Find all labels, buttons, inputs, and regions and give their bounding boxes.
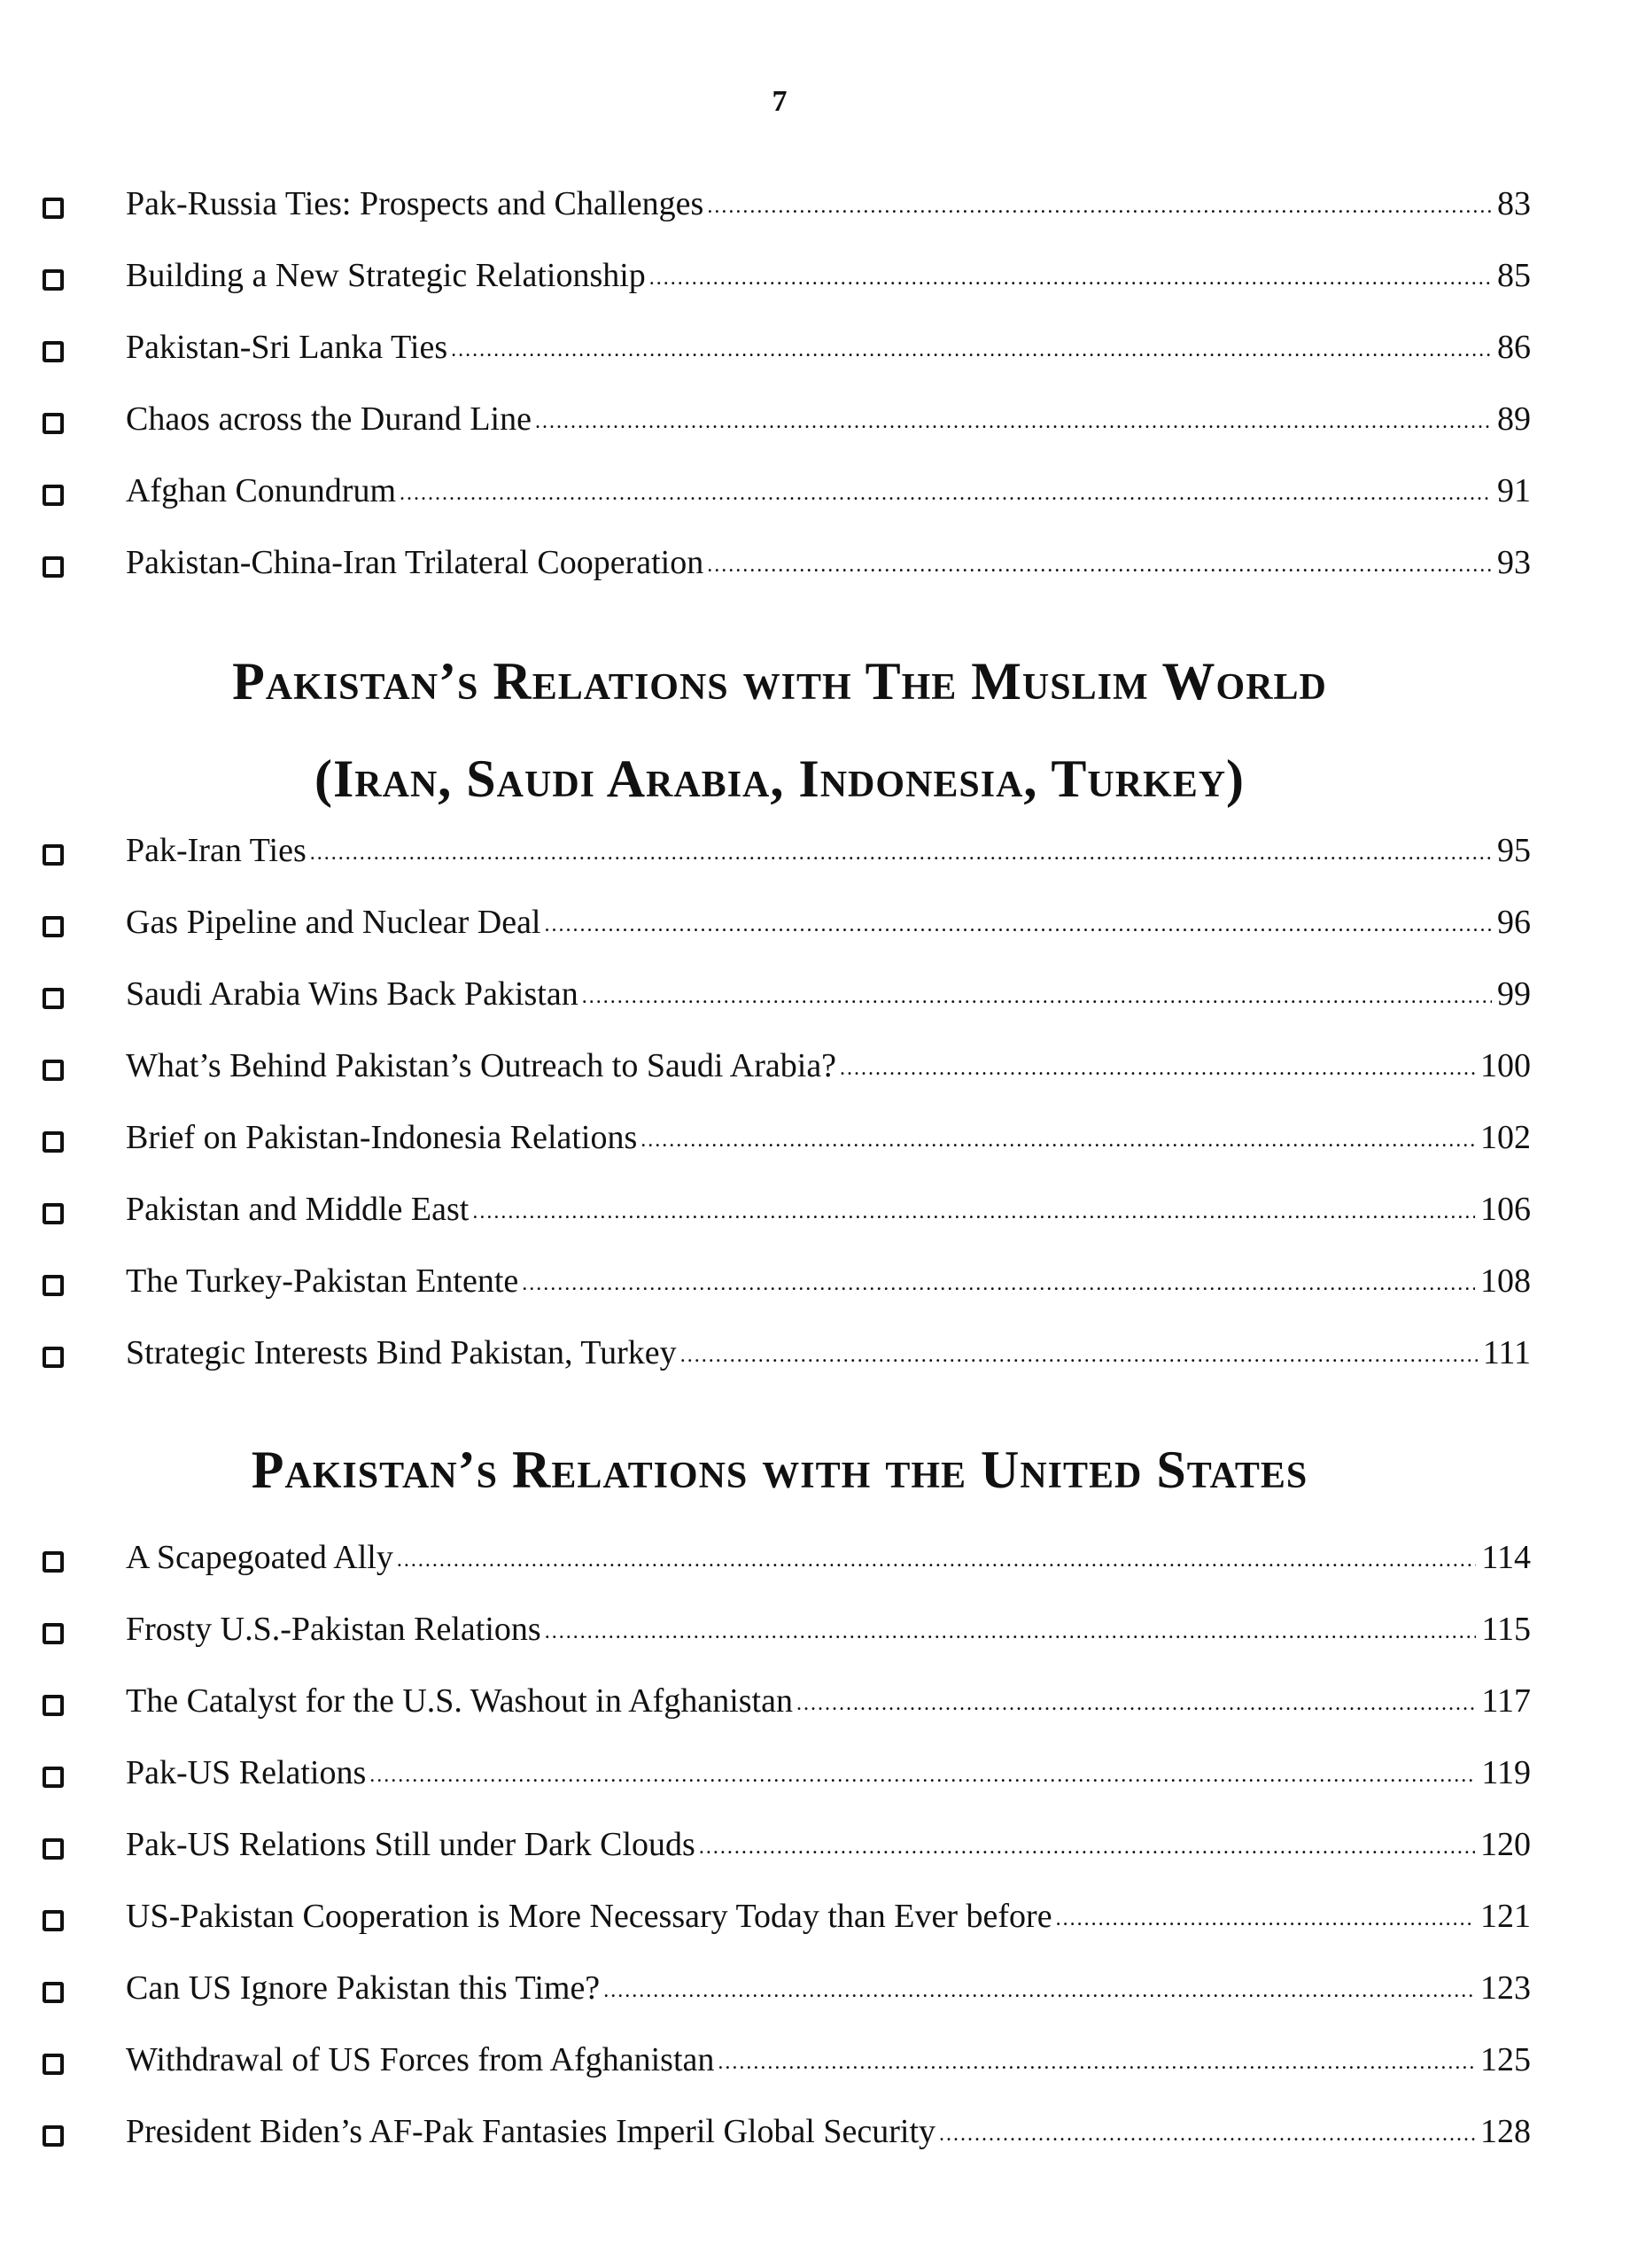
entry-page-number: 95 [1497, 832, 1531, 869]
checkbox-icon [43, 269, 64, 291]
entry-title: Afghan Conundrum [126, 472, 397, 509]
section-subheading: (Iran, Saudi Arabia, Indonesia, Turkey) [314, 750, 1246, 808]
dot-leader [535, 386, 1492, 458]
entry-page-number: 120 [1480, 1826, 1531, 1863]
entry-title: Pakistan-China-Iran Trilateral Cooperation [126, 544, 704, 581]
entry-page-number: 96 [1497, 904, 1531, 941]
toc-entry[interactable] [43, 312, 1531, 384]
entry-page-number: 117 [1481, 1682, 1531, 1720]
dot-leader [718, 2027, 1475, 2099]
entry-title: What’s Behind Pakistan’s Outreach to Saudi Arabia? [126, 1047, 837, 1084]
toc-entry[interactable] [43, 815, 1531, 887]
toc-entry[interactable] [43, 1246, 1531, 1317]
entry-page-number: 121 [1480, 1898, 1531, 1935]
entry-title: Brief on Pakistan-Indonesia Relations [126, 1119, 638, 1156]
toc-entry[interactable] [43, 1666, 1531, 1737]
toc-entry[interactable] [43, 1953, 1531, 2024]
dot-leader [522, 1248, 1475, 1320]
checkbox-icon [43, 2054, 64, 2075]
checkbox-icon [43, 1982, 64, 2003]
dot-leader [939, 2099, 1475, 2171]
checkbox-icon [43, 198, 64, 219]
dot-leader [582, 961, 1492, 1033]
dot-leader [603, 1955, 1475, 2027]
checkbox-icon [43, 1131, 64, 1153]
dot-leader [640, 1105, 1475, 1177]
entry-page-number: 108 [1480, 1262, 1531, 1300]
entry-page-number: 125 [1480, 2041, 1531, 2078]
dot-leader [796, 1668, 1476, 1740]
dot-leader [472, 1177, 1475, 1248]
entry-title: Chaos across the Durand Line [126, 400, 532, 438]
entry-title: Frosty U.S.-Pakistan Relations [126, 1611, 541, 1648]
toc-entry[interactable] [43, 1594, 1531, 1666]
entry-page-number: 106 [1480, 1191, 1531, 1228]
entry-page-number: 115 [1481, 1611, 1531, 1648]
checkbox-icon [43, 1767, 64, 1788]
checkbox-icon [43, 485, 64, 506]
entry-title: Withdrawal of US Forces from Afghanistan [126, 2041, 715, 2078]
toc-section-3 [43, 1522, 1531, 2168]
entry-title: Pakistan and Middle East [126, 1191, 470, 1228]
dot-leader [840, 1033, 1475, 1105]
entry-title: The Turkey-Pakistan Entente [126, 1262, 519, 1300]
entry-page-number: 114 [1481, 1539, 1531, 1576]
toc-entry[interactable] [43, 1102, 1531, 1174]
toc-section-2 [43, 815, 1531, 1389]
entry-page-number: 91 [1497, 472, 1531, 509]
entry-page-number: 89 [1497, 400, 1531, 438]
entry-page-number: 128 [1480, 2113, 1531, 2150]
checkbox-icon [43, 341, 64, 362]
toc-entry[interactable] [43, 2024, 1531, 2096]
entry-page-number: 86 [1497, 329, 1531, 366]
entry-page-number: 102 [1480, 1119, 1531, 1156]
toc-entry[interactable] [43, 168, 1531, 240]
entry-title: Building a New Strategic Relationship [126, 257, 646, 294]
entry-title: Can US Ignore Pakistan this Time? [126, 1969, 601, 2007]
dot-leader [699, 1812, 1475, 1884]
dot-leader [451, 315, 1492, 386]
entry-title: Pak-US Relations [126, 1754, 367, 1791]
entry-page-number: 111 [1482, 1334, 1531, 1371]
toc-entry[interactable] [43, 1174, 1531, 1246]
checkbox-icon [43, 988, 64, 1009]
entry-title: US-Pakistan Cooperation is More Necessary Today than Ever before [126, 1898, 1052, 1935]
dot-leader [707, 171, 1492, 243]
entry-page-number: 99 [1497, 975, 1531, 1013]
toc-entry[interactable] [43, 527, 1531, 599]
checkbox-icon [43, 1838, 64, 1860]
dot-leader [1056, 1884, 1475, 1955]
dot-leader [400, 458, 1492, 530]
entry-title: Pak-Iran Ties [126, 832, 307, 869]
dot-leader [545, 889, 1493, 961]
toc-entry[interactable] [43, 959, 1531, 1030]
dot-leader [310, 818, 1492, 889]
dot-leader [707, 530, 1492, 602]
toc-entry[interactable] [43, 1737, 1531, 1809]
checkbox-icon [43, 413, 64, 434]
entry-title: Pak-Russia Ties: Prospects and Challenges [126, 185, 704, 222]
toc-entry[interactable] [43, 1809, 1531, 1881]
toc-section-1 [43, 168, 1531, 599]
checkbox-icon [43, 1695, 64, 1716]
checkbox-icon [43, 916, 64, 937]
toc-entry[interactable] [43, 384, 1531, 455]
entry-page-number: 85 [1497, 257, 1531, 294]
checkbox-icon [43, 1275, 64, 1296]
dot-leader [397, 1525, 1477, 1596]
entry-title: Saudi Arabia Wins Back Pakistan [126, 975, 578, 1013]
toc-entry[interactable] [43, 240, 1531, 312]
toc-entry[interactable] [43, 1030, 1531, 1102]
entry-title: Strategic Interests Bind Pakistan, Turkey [126, 1334, 677, 1371]
entry-title: Gas Pipeline and Nuclear Deal [126, 904, 541, 941]
dot-leader [649, 243, 1492, 315]
checkbox-icon [43, 844, 64, 866]
dot-leader [680, 1320, 1478, 1392]
checkbox-icon [43, 1623, 64, 1644]
checkbox-icon [43, 1551, 64, 1573]
entry-page-number: 100 [1480, 1047, 1531, 1084]
toc-entry[interactable] [43, 1522, 1531, 1594]
page-number: 7 [772, 85, 788, 118]
checkbox-icon [43, 1910, 64, 1931]
checkbox-icon [43, 1203, 64, 1224]
entry-title: President Biden’s AF-Pak Fantasies Imperil Global Security [126, 2113, 936, 2150]
checkbox-icon [43, 1060, 64, 1081]
entry-title: The Catalyst for the U.S. Washout in Afghanistan [126, 1682, 793, 1720]
checkbox-icon [43, 556, 64, 578]
section-heading: Pakistan’s Relations with The Muslim World [232, 652, 1327, 711]
entry-page-number: 123 [1480, 1969, 1531, 2007]
toc-entry[interactable] [43, 887, 1531, 959]
checkbox-icon [43, 2125, 64, 2147]
section-heading: Pakistan’s Relations with the United States [251, 1441, 1308, 1499]
entry-title: A Scapegoated Ally [126, 1539, 393, 1576]
entry-page-number: 93 [1497, 544, 1531, 581]
entry-title: Pak-US Relations Still under Dark Clouds [126, 1826, 695, 1863]
toc-entry[interactable] [43, 455, 1531, 527]
toc-entry[interactable] [43, 2096, 1531, 2168]
toc-entry[interactable] [43, 1881, 1531, 1953]
entry-title: Pakistan-Sri Lanka Ties [126, 329, 448, 366]
dot-leader [369, 1740, 1476, 1812]
toc-entry[interactable] [43, 1317, 1531, 1389]
checkbox-icon [43, 1347, 64, 1368]
entry-page-number: 119 [1481, 1754, 1531, 1791]
dot-leader [545, 1596, 1477, 1668]
entry-page-number: 83 [1497, 185, 1531, 222]
